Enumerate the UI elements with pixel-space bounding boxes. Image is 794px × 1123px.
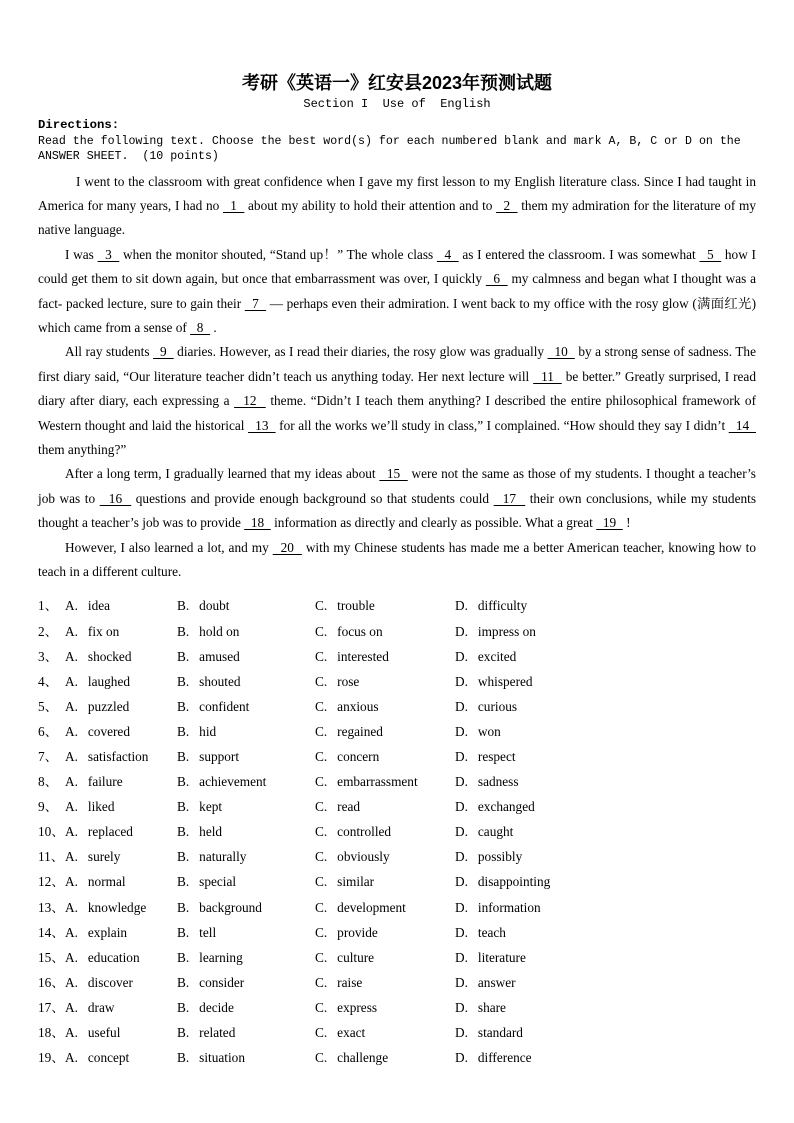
page-title: 考研《英语一》红安县2023年预测试题 — [241, 73, 553, 93]
option-row-5 — [38, 694, 756, 719]
option-a: A. fix on — [65, 623, 120, 639]
option-row-13 — [38, 895, 756, 920]
directions-label: Directions: — [38, 118, 120, 132]
option-a: A. replaced — [65, 824, 133, 840]
option-row-12 — [38, 869, 756, 894]
passage-paragraph: All ray students 9 diaries. However, as I read their diaries, the rosy glow was gradually 10 by a strong sense of sadness. The first diary said, “Our literature teacher didn’t teach us anything today. Her next lecture will 11 be better.” Greatly surprised, I read diary after diary, each expressing a 12 theme. “Didn’t I teach them anything? I described the entire philosophical framework of Western thought and laid the historical 13 for all the works we’ll study in class,” I complained. “How should they say I didn’t 14 them anything?” — [38, 344, 756, 457]
question-number: 17、 — [38, 999, 65, 1015]
option-c: C. express — [315, 999, 378, 1015]
option-a: A. laughed — [65, 673, 130, 689]
option-c: C. raise — [315, 974, 363, 990]
question-number: 1、 — [38, 598, 58, 614]
option-row-3 — [38, 644, 756, 669]
option-row-17 — [38, 995, 756, 1020]
option-b: B. learning — [177, 949, 243, 965]
blank-19: 19 — [596, 515, 623, 531]
option-c: C. obviously — [315, 849, 390, 865]
option-c: C. focus on — [315, 623, 383, 639]
option-d: D. excited — [455, 648, 517, 664]
option-a: A. draw — [65, 999, 115, 1015]
option-a: A. liked — [65, 799, 115, 815]
option-d: D. difficulty — [455, 598, 528, 614]
option-b: B. naturally — [177, 849, 247, 865]
option-d: D. caught — [455, 824, 514, 840]
option-c: C. regained — [315, 723, 383, 739]
option-d: D. exchanged — [455, 799, 535, 815]
option-a: A. discover — [65, 974, 133, 990]
question-number: 5、 — [38, 698, 58, 714]
blank-3: 3 — [97, 246, 120, 262]
option-row-2 — [38, 619, 756, 644]
option-b: B. decide — [177, 999, 234, 1015]
blank-1: 1 — [222, 197, 245, 213]
option-b: B. consider — [177, 974, 245, 990]
question-number: 6、 — [38, 723, 58, 739]
blank-8: 8 — [190, 319, 211, 335]
blank-16: 16 — [99, 490, 132, 506]
option-b: B. confident — [177, 698, 250, 714]
question-number: 19、 — [38, 1050, 65, 1066]
option-c: C. trouble — [315, 598, 375, 614]
question-number: 10、 — [38, 824, 65, 840]
option-row-19 — [38, 1045, 756, 1070]
option-row-1 — [38, 593, 756, 618]
option-c: C. interested — [315, 648, 389, 664]
question-number: 7、 — [38, 748, 58, 764]
option-row-11 — [38, 844, 756, 869]
blank-17: 17 — [493, 490, 526, 506]
option-a: A. shocked — [65, 648, 132, 664]
question-number: 15、 — [38, 949, 65, 965]
option-d: D. share — [455, 999, 506, 1015]
option-c: C. development — [315, 899, 406, 915]
option-b: B. tell — [177, 924, 217, 940]
option-a: A. idea — [65, 598, 111, 614]
question-number: 11、 — [38, 849, 65, 865]
section-heading: Section I Use of English — [303, 97, 491, 111]
option-a: A. knowledge — [65, 899, 147, 915]
option-b: B. support — [177, 748, 240, 764]
option-c: C. concern — [315, 748, 380, 764]
option-a: A. covered — [65, 723, 130, 739]
option-c: C. rose — [315, 673, 360, 689]
option-row-15 — [38, 945, 756, 970]
option-c: C. culture — [315, 949, 375, 965]
option-a: A. education — [65, 949, 140, 965]
option-row-16 — [38, 970, 756, 995]
option-c: C. exact — [315, 1025, 366, 1040]
option-c: C. anxious — [315, 698, 379, 714]
option-row-6 — [38, 719, 756, 744]
question-number: 18、 — [38, 1025, 65, 1040]
option-c: C. controlled — [315, 824, 392, 840]
option-c: C. embarrassment — [315, 774, 418, 790]
option-b: B. background — [177, 899, 262, 915]
option-b: B. related — [177, 1025, 236, 1040]
option-c: C. similar — [315, 874, 375, 890]
option-a: A. concept — [65, 1050, 130, 1066]
option-row-9 — [38, 794, 756, 819]
option-b: B. doubt — [177, 598, 230, 614]
blank-10: 10 — [547, 344, 575, 360]
passage-paragraph: After a long term, I gradually learned that my ideas about 15 were not the same as those of my students. I thought a teacher’s job was to 16 questions and provide enough background so that students could 17 their own conclusions, while my students thought a teacher’s job was to provide 18 information as directly and clearly as possible. What a great 19 ! — [38, 466, 757, 531]
option-a: A. normal — [65, 874, 126, 890]
option-row-8 — [38, 769, 756, 794]
question-number: 14、 — [38, 924, 65, 940]
option-a: A. failure — [65, 774, 123, 790]
option-a: A. surely — [65, 849, 121, 865]
option-row-18 — [38, 1020, 756, 1045]
question-number: 12、 — [38, 874, 65, 890]
option-d: D. curious — [455, 698, 518, 714]
option-b: B. kept — [177, 799, 223, 815]
option-a: A. satisfaction — [65, 748, 149, 764]
option-d: D. standard — [455, 1025, 523, 1040]
directions — [38, 118, 756, 165]
question-number: 9、 — [38, 799, 58, 815]
option-d: D. literature — [455, 949, 526, 965]
passage-paragraph: I went to the classroom with great confidence when I gave my first lesson to my English literature class. Since I had taught in America for many years, I had no 1 about my ability to hold their attention and to 2 them my admiration for the literature of my native language. — [38, 173, 757, 238]
blank-20: 20 — [272, 539, 302, 555]
question-number: 2、 — [38, 623, 58, 639]
option-b: B. shouted — [177, 673, 241, 689]
option-b: B. special — [177, 874, 237, 890]
option-row-7 — [38, 744, 756, 769]
option-b: B. hid — [177, 723, 217, 739]
blank-9: 9 — [153, 344, 174, 360]
option-a: A. useful — [65, 1025, 121, 1040]
blank-2: 2 — [496, 197, 518, 213]
blank-15: 15 — [379, 466, 408, 482]
blank-5: 5 — [699, 246, 722, 262]
option-b: B. achievement — [177, 774, 267, 790]
option-d: D. sadness — [455, 774, 519, 790]
option-row-14 — [38, 920, 756, 945]
option-c: C. challenge — [315, 1050, 389, 1066]
blank-4: 4 — [436, 246, 459, 262]
passage-paragraph: However, I also learned a lot, and my 20 with my Chinese students has made me a better American teacher, knowing how to teach in a different culture. — [38, 539, 757, 579]
option-b: B. amused — [177, 648, 240, 664]
option-b: B. held — [177, 824, 223, 840]
question-number: 3、 — [38, 648, 58, 664]
blank-6: 6 — [485, 271, 508, 287]
option-d: D. respect — [455, 748, 516, 764]
option-b: B. situation — [177, 1050, 245, 1066]
question-number: 8、 — [38, 774, 58, 790]
option-a: A. puzzled — [65, 698, 130, 714]
option-d: D. teach — [455, 924, 506, 940]
option-c: C. read — [315, 799, 361, 815]
directions-text: Read the following text. Choose the best word(s) for each numbered blank and mark A, B, C or D on the ANSWER SHEET. (10 points) — [38, 134, 748, 163]
question-number: 4、 — [38, 673, 58, 689]
option-b: B. hold on — [177, 623, 240, 639]
options-list — [38, 593, 756, 1070]
blank-11: 11 — [533, 368, 562, 384]
option-d: D. impress on — [455, 623, 536, 639]
option-d: D. won — [455, 723, 501, 739]
blank-14: 14 — [728, 417, 756, 433]
option-d: D. possibly — [455, 849, 523, 865]
option-d: D. answer — [455, 974, 516, 990]
blank-13: 13 — [248, 417, 276, 433]
option-d: D. difference — [455, 1050, 532, 1066]
passage — [38, 170, 756, 585]
question-number: 13、 — [38, 899, 65, 915]
option-row-4 — [38, 669, 756, 694]
option-row-10 — [38, 819, 756, 844]
passage-paragraph: I was 3 when the monitor shouted, “Stand up！” The whole class 4 as I entered the classroom. I was somewhat 5 how I could get them to sit down again, but once that embarrassment was over, I quickly 6 my calmness and began what I thought was a fact- packed lecture, sure to gain their 7 — perhaps even their admiration. I went back to my office with the rosy glow (满面红光) which came from a sense of 8 . — [38, 246, 757, 335]
option-c: C. provide — [315, 924, 378, 940]
blank-12: 12 — [234, 393, 266, 409]
option-d: D. information — [455, 899, 541, 915]
blank-7: 7 — [244, 295, 267, 311]
option-d: D. whispered — [455, 673, 533, 689]
option-a: A. explain — [65, 924, 128, 940]
option-d: D. disappointing — [455, 874, 551, 890]
blank-18: 18 — [244, 515, 271, 531]
question-number: 16、 — [38, 974, 65, 990]
